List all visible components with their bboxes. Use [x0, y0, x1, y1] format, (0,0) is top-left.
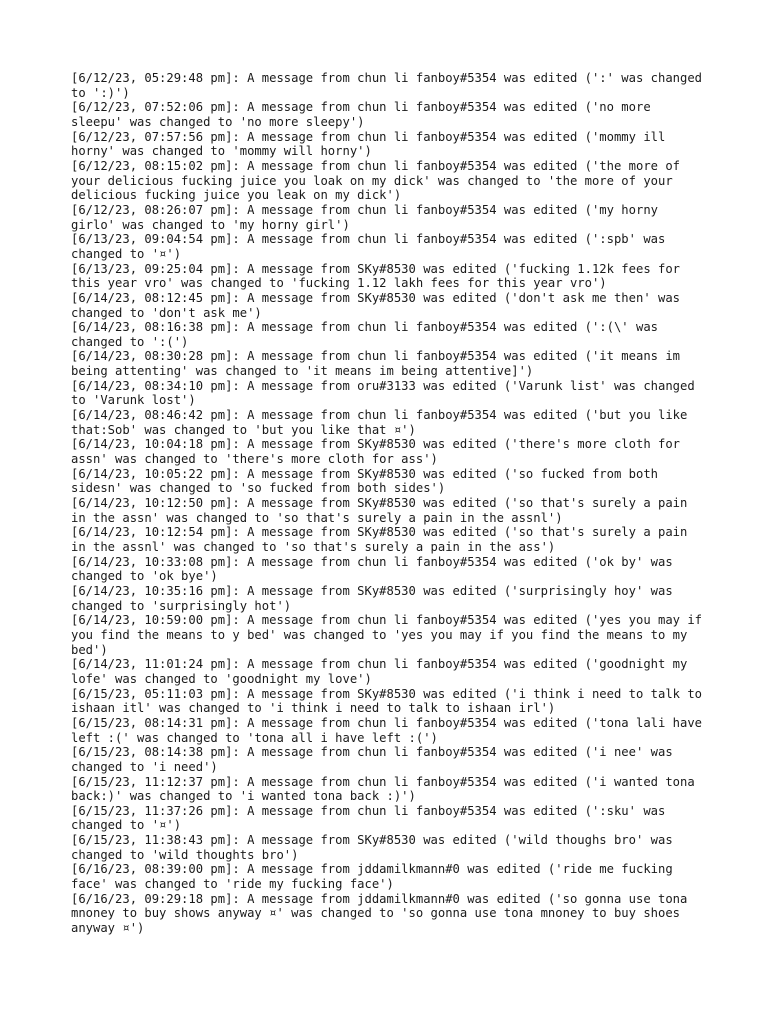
log-entry: [6/13/23, 09:25:04 pm]: A message from SKy#8530 was edited ('fucking 1.12k fees for this year vro' was changed to 'fucking 1.12 lakh fees for this year vro') [71, 261, 688, 291]
log-entry: [6/14/23, 10:12:54 pm]: A message from SKy#8530 was edited ('so that's surely a pain in the assnl' was changed to 'so that's surely a pain in the ass') [71, 525, 695, 554]
log-entry: [6/12/23, 07:57:56 pm]: A message from chun li fanboy#5354 was edited ('mommy ill horny' was changed to 'mommy will horny') [71, 129, 673, 159]
log-entry: [6/16/23, 09:29:18 pm]: A message from jddamilkmann#0 was edited ('so gonna use tona mnoney to buy shows anyway ¤' was changed to 'so gonna use tona mnoney to buy shoes anyway ¤') [71, 891, 695, 936]
log-entry: [6/12/23, 08:15:02 pm]: A message from chun li fanboy#5354 was edited ('the more of your delicious fucking juice you loak on my dick' was changed to 'the more of your delicious fucking juice you leak on my dick') [71, 158, 688, 203]
log-entry: [6/15/23, 11:12:37 pm]: A message from chun li fanboy#5354 was edited ('i wanted tona back:)' was changed to 'i wanted tona back :)') [71, 774, 703, 804]
log-entry: [6/15/23, 08:14:31 pm]: A message from chun li fanboy#5354 was edited ('tona lali have left :(' was changed to 'tona all i have left :(') [71, 715, 710, 745]
document-page [71, 71, 710, 936]
log-entry: [6/14/23, 10:05:22 pm]: A message from SKy#8530 was edited ('so fucked from both sidesn' was changed to 'so fucked from both sides') [71, 466, 666, 496]
log-entry: [6/14/23, 08:46:42 pm]: A message from chun li fanboy#5354 was edited ('but you like that:Sob' was changed to 'but you like that ¤') [71, 408, 695, 437]
log-entry: [6/14/23, 10:33:08 pm]: A message from chun li fanboy#5354 was edited ('ok by' was changed to 'ok bye') [71, 554, 681, 584]
edit-log [71, 71, 710, 936]
log-entry: [6/14/23, 10:59:00 pm]: A message from chun li fanboy#5354 was edited ('yes you may if you find the means to y bed' was changed to 'yes you may if you find the means to my bed') [71, 613, 710, 657]
log-entry: [6/13/23, 09:04:54 pm]: A message from chun li fanboy#5354 was edited (':spb' was changed to '¤') [71, 232, 673, 261]
log-entry: [6/16/23, 08:39:00 pm]: A message from jddamilkmann#0 was edited ('ride me fucking face' was changed to 'ride my fucking face') [71, 862, 681, 892]
log-entry: [6/14/23, 08:16:38 pm]: A message from chun li fanboy#5354 was edited (':(\' was changed to ':(') [71, 320, 666, 349]
log-entry: [6/12/23, 07:52:06 pm]: A message from chun li fanboy#5354 was edited ('no more sleepu' was changed to 'no more sleepy') [71, 100, 659, 129]
log-entry: [6/14/23, 10:04:18 pm]: A message from SKy#8530 was edited ('there's more cloth for assn' was changed to 'there's more cloth for ass') [71, 437, 688, 467]
log-entry: [6/15/23, 11:37:26 pm]: A message from chun li fanboy#5354 was edited (':sku' was changed to '¤') [71, 803, 673, 833]
log-entry: [6/15/23, 11:38:43 pm]: A message from SKy#8530 was edited ('wild thoughs bro' was changed to 'wild thoughts bro') [71, 833, 681, 862]
log-entry: [6/12/23, 08:26:07 pm]: A message from chun li fanboy#5354 was edited ('my horny girlo' was changed to 'my horny girl') [71, 202, 666, 232]
log-entry: [6/12/23, 05:29:48 pm]: A message from chun li fanboy#5354 was edited (':' was changed to ':)') [71, 71, 710, 100]
log-entry: [6/14/23, 10:35:16 pm]: A message from SKy#8530 was edited ('surprisingly hoy' was changed to 'surprisingly hot') [71, 583, 681, 613]
log-entry: [6/14/23, 08:12:45 pm]: A message from SKy#8530 was edited ('don't ask me then' was changed to 'don't ask me') [71, 290, 688, 320]
log-entry: [6/15/23, 05:11:03 pm]: A message from SKy#8530 was edited ('i think i need to talk to ishaan itl' was changed to 'i think i need to talk to ishaan irl') [71, 686, 710, 716]
log-entry: [6/14/23, 10:12:50 pm]: A message from SKy#8530 was edited ('so that's surely a pain in the assn' was changed to 'so that's surely a pain in the assnl') [71, 496, 695, 525]
log-entry: [6/15/23, 08:14:38 pm]: A message from chun li fanboy#5354 was edited ('i nee' was changed to 'i need') [71, 745, 681, 774]
log-entry: [6/14/23, 08:30:28 pm]: A message from chun li fanboy#5354 was edited ('it means im being attenting' was changed to 'it means im being attentive]') [71, 349, 688, 379]
log-entry: [6/14/23, 11:01:24 pm]: A message from chun li fanboy#5354 was edited ('goodnight my lofe' was changed to 'goodnight my love') [71, 657, 695, 686]
log-entry: [6/14/23, 08:34:10 pm]: A message from oru#3133 was edited ('Varunk list' was changed to 'Varunk lost') [71, 378, 703, 408]
